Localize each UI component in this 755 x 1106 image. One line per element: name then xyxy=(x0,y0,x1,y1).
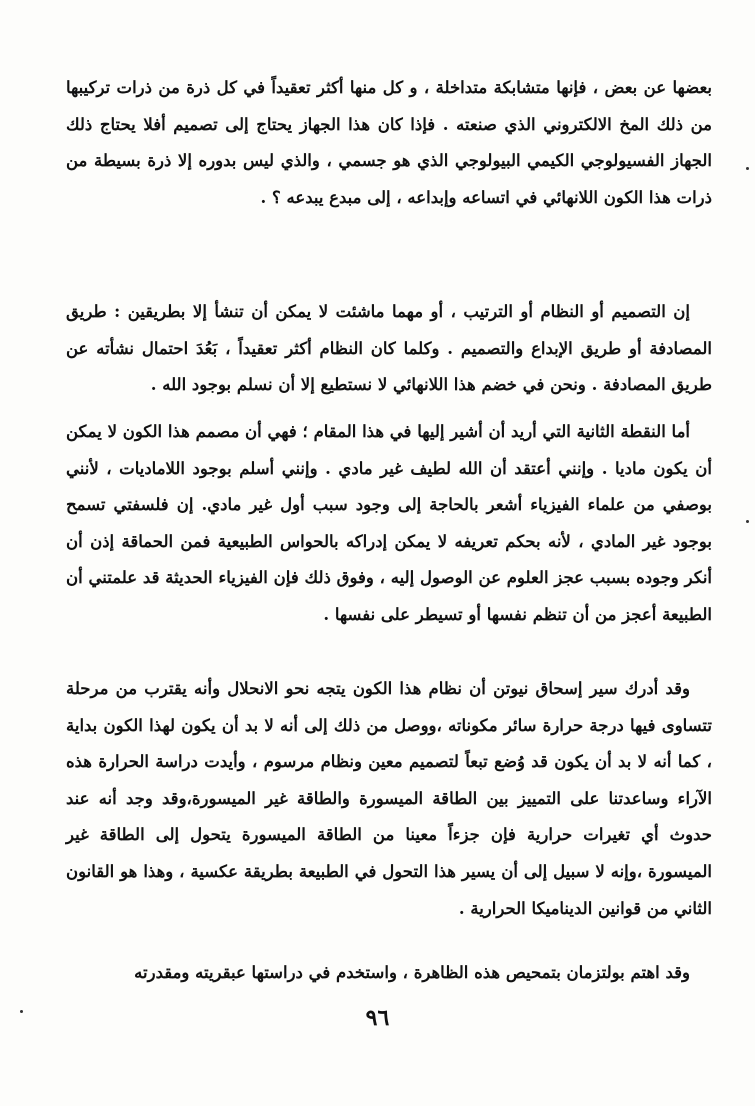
paragraph-boltzmann: وقد اهتم بولتزمان بتمحيص هذه الظاهرة ، واستخدم في دراستها عبقريته ومقدرته xyxy=(134,963,690,982)
scan-speck xyxy=(746,520,749,523)
scan-speck xyxy=(746,167,749,170)
paragraph-newton-thermodynamics: وقد أدرك سير إسحاق نيوتن أن نظام هذا الكون يتجه نحو الانحلال وأنه يقترب من مرحلة تتساوى فيها درجة حرارة سائر مكوناته ،ووصل من ذلك إلى أنه لا بد أن يكون لهذا الكون بداية ، كما أنه لا بد أن يكون قد وُضع تبعاً لتصميم معين ونظام مرسوم ، وأيدت دراسة الحرارة هذه الآراء وساعدتنا على التمييز بين الطاقة الميسورة والطاقة غير الميسورة،وقد وجد أنه عند حدوث أي تغيرات حرارية فإن جزءاً معينا من الطاقة الميسورة يتحول إلى الطاقة غير الميسورة ،وإنه لا سبيل إلى أن يسير هذا التحول في الطبيعة بطريقة عكسية ، وهذا هو القانون الثاني من قوانين الديناميكا الحرارية . xyxy=(66,679,712,918)
page-number: ٩٦ xyxy=(365,1005,390,1031)
paragraph-design-argument: بعضها عن بعض ، فإنها متشابكة متداخلة ، و كل منها أكثر تعقيداً في كل ذرة من ذرات تركيبها من ذلك المخ الالكتروني الذي صنعته . فإذا كان هذا الجهاز يحتاج إلى تصميم أفلا يحتاج ذلك الجهاز الفسيولوجي الكيمي البيولوجي الذي هو جسمي ، والذي ليس بدوره إلا ذرة بسيطة من ذرات هذا الكون اللانهائي في اتساعه وإبداعه ، إلى مبدع يبدعه ؟ . xyxy=(66,78,712,207)
scan-speck xyxy=(20,1010,23,1013)
paragraph-design-or-chance: إن التصميم أو النظام أو الترتيب ، أو مهما ماشئت لا يمكن أن تنشأ إلا بطريقين : طريق المصادفة أو طريق الإبداع والتصميم . وكلما كان النظام أكثر تعقيداً ، بَعُدَ احتمال نشأته عن طريق المصادفة . ونحن في خضم هذا اللانهائي لا نستطيع إلا أن نسلم بوجود الله . xyxy=(66,302,712,395)
paragraph-non-material-designer: أما النقطة الثانية التي أريد أن أشير إليها في هذا المقام ؛ فهي أن مصمم هذا الكون لا يمكن أن يكون ماديا . وإنني أعتقد أن الله لطيف غير مادي . وإنني أسلم بوجود اللاماديات ، لأنني بوصفي من علماء الفيزياء أشعر بالحاجة إلى وجود سبب أول غير مادي. إن فلسفتي تسمح بوجود غير المادي ، لأنه بحكم تعريفه لا يمكن إدراكه بالحواس الطبيعية فمن الحماقة إذن أن أنكر وجوده بسبب عجز العلوم عن الوصول إليه ، وفوق ذلك فإن الفيزياء الحديثة قد علمتني أن الطبيعة أعجز من أن تنظم نفسها أو تسيطر على نفسها . xyxy=(66,422,712,624)
